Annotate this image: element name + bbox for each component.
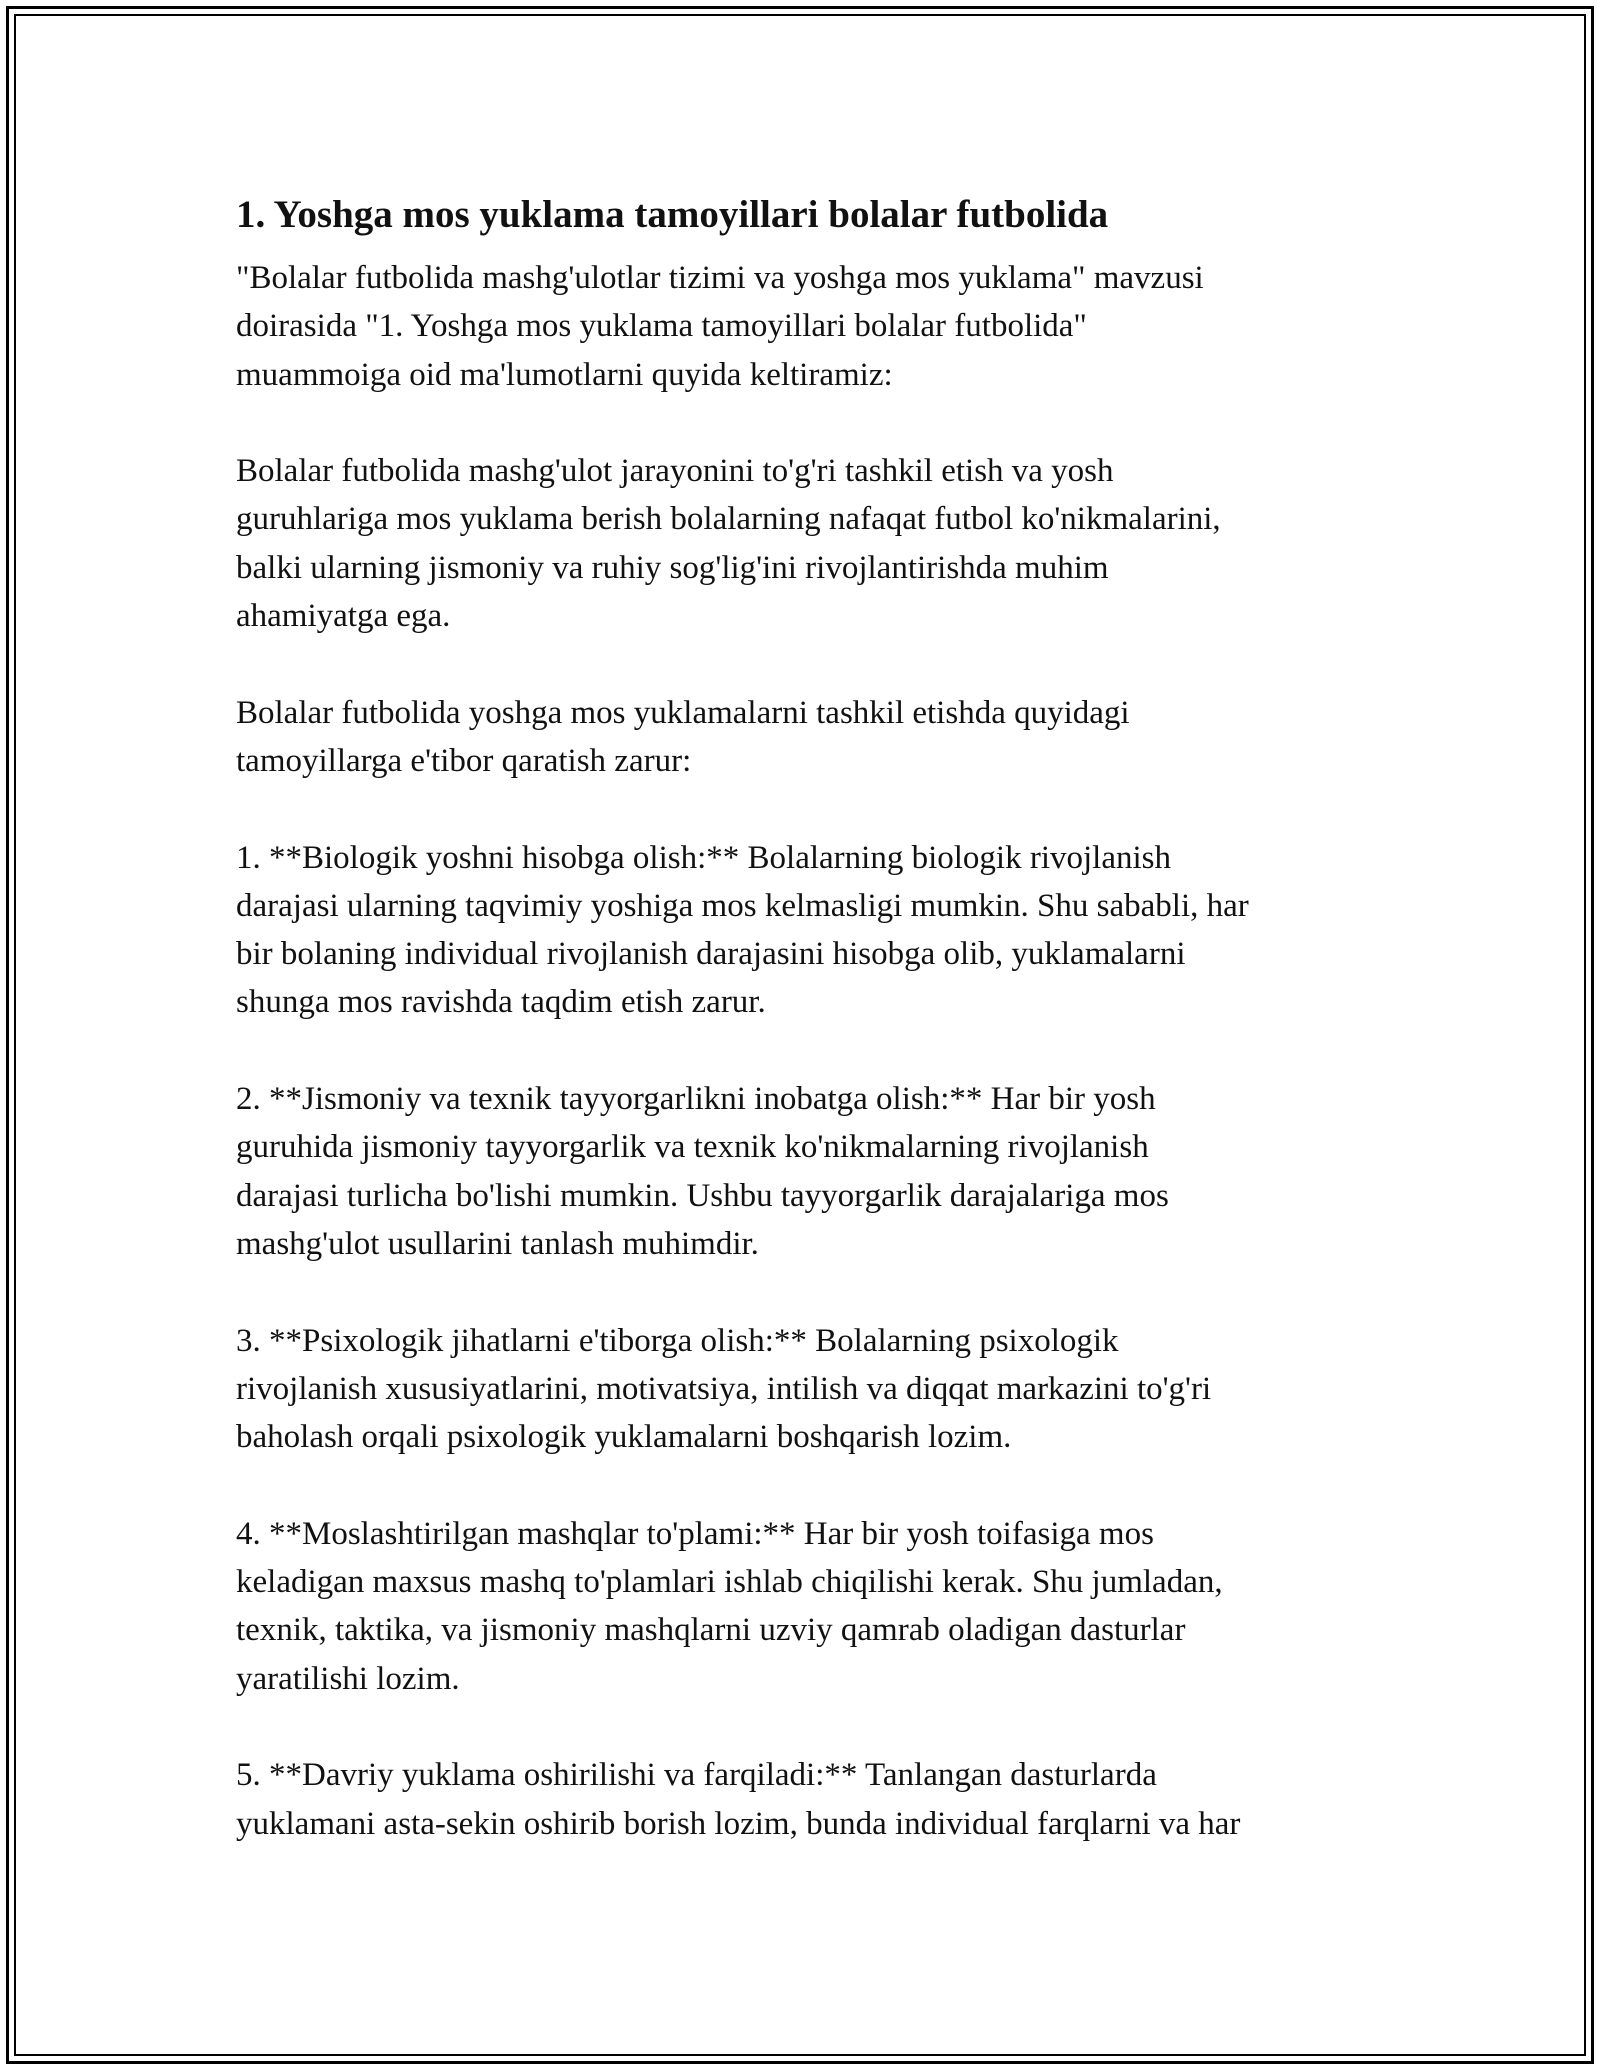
document-body [236,190,1376,1848]
paragraph-intro: "Bolalar futbolida mashg'ulotlar tizimi va yoshga mos yuklama" mavzusi doirasida "1. Yoshga mos yuklama tamoyillari bolalar futbolida" muammoiga oid ma'lumotlarni quyida keltiramiz: [236,260,1204,393]
list-item-4: 4. **Moslashtirilgan mashqlar to'plami:** Har bir yosh toifasiga mos keladigan maxsus mashq to'plamlari ishlab chiqilishi kerak. Shu jumladan, texnik, taktika, va jismoniy mashqlarni uzviy qamrab oladigan dasturlar yaratilishi lozim. [236,1515,1223,1697]
list-item-1: 1. **Biologik yoshni hisobga olish:** Bolalarning biologik rivojlanish darajasi ularning taqvimiy yoshiga mos kelmasligi mumkin. Shu sababli, har bir bolaning individual rivojlanish darajasini hisobga olib, yuklamalarni shunga mos ravishda taqdim etish zarur. [236,839,1249,1021]
paragraph-principles-lead: Bolalar futbolida yoshga mos yuklamalarni tashkil etishda quyidagi tamoyillarga e'tibor qaratish zarur: [236,694,1130,779]
list-item-5: 5. **Davriy yuklama oshirilishi va farqiladi:** Tanlangan dasturlarda yuklamani asta-sekin oshirib borish lozim, bunda individual farqlarni va har [236,1757,1241,1842]
paragraph-overview: Bolalar futbolida mashg'ulot jarayonini to'g'ri tashkil etish va yosh guruhlariga mos yuklama berish bolalarning nafaqat futbol ko'nikmalarini, balki ularning jismoniy va ruhiy sog'lig'ini rivojlantirishda muhim ahamiyatga ega. [236,453,1221,635]
document-title: 1. Yoshga mos yuklama tamoyillari bolalar futbolida [236,193,1109,236]
list-item-2: 2. **Jismoniy va texnik tayyorgarlikni inobatga olish:** Har bir yosh guruhida jismoniy tayyorgarlik va texnik ko'nikmalarning rivojlanish darajasi turlicha bo'lishi mumkin. Ushbu tayyorgarlik darajalariga mos mashg'ulot usullarini tanlash muhimdir. [236,1081,1169,1262]
list-item-3: 3. **Psixologik jihatlarni e'tiborga olish:** Bolalarning psixologik rivojlanish xususiyatlarini, motivatsiya, intilish va diqqat markazini to'g'ri baholash orqali psixologik yuklamalarni boshqarish lozim. [236,1322,1212,1456]
